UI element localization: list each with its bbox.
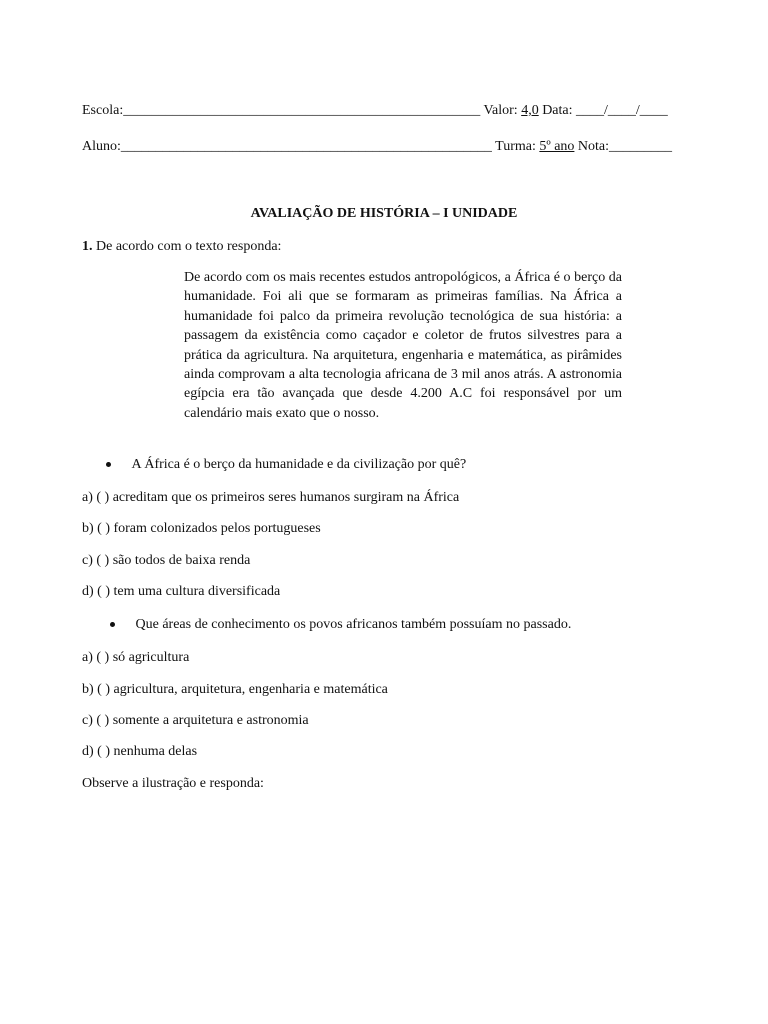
valor-label: Valor: <box>483 103 518 118</box>
option-2d[interactable]: d) ( ) nenhuma delas <box>82 744 198 759</box>
option-2a[interactable]: a) ( ) só agricultura <box>82 650 190 665</box>
aluno-label: Aluno: <box>82 139 121 154</box>
option-2b[interactable]: b) ( ) agricultura, arquitetura, engenharia e matemática <box>82 682 388 697</box>
option-1b[interactable]: b) ( ) foram colonizados pelos portugueses <box>82 521 321 536</box>
aluno-blank[interactable]: _____________________________________________________ <box>120 139 492 154</box>
question-1-text: De acordo com o texto responda: <box>96 239 282 254</box>
bullet-question-1-text: A África é o berço da humanidade e da civilização por quê? <box>131 457 467 472</box>
page-title: AVALIAÇÃO DE HISTÓRIA – I UNIDADE <box>250 206 518 221</box>
question-1-prompt <box>82 238 281 256</box>
escola-line <box>82 102 668 120</box>
escola-blank[interactable]: ___________________________________________________ <box>123 103 481 118</box>
valor-value: 4,0 <box>521 103 539 118</box>
option-1c[interactable]: c) ( ) são todos de baixa renda <box>82 553 251 568</box>
data-blanks[interactable]: ____/____/____ <box>576 103 668 118</box>
aluno-line <box>82 138 672 156</box>
question-1-passage: De acordo com os mais recentes estudos antropológicos, a África é o berço da humanidade. Foi ali que se formaram as primeiras famílias. Na África a humanidade foi palco da primeira revolução tecnológica de sua história: a passagem da existência como caçador e coletor de frutos silvestres para a prática da agricultura. Na arquitetura, engenharia e matemática, as pirâmides ainda comprovam a alta tecnologia africana de 3 mil anos atrás. A astronomia egípcia era tão avançada que desde 4.200 A.C foi responsável por um calendário mais exato que o nosso. <box>184 270 622 421</box>
option-1d[interactable]: d) ( ) tem uma cultura diversificada <box>82 584 281 599</box>
turma-label: Turma: <box>495 139 536 154</box>
bullet-icon <box>106 462 111 467</box>
bullet-question-1 <box>106 456 466 474</box>
bullet-question-2-text: Que áreas de conhecimento os povos africanos também possuíam no passado. <box>135 617 572 632</box>
data-label: Data: <box>542 103 573 118</box>
nota-blank[interactable]: _________ <box>609 139 673 154</box>
turma-value: 5º ano <box>539 139 575 154</box>
escola-label: Escola: <box>82 103 124 118</box>
option-1a[interactable]: a) ( ) acreditam que os primeiros seres humanos surgiram na África <box>82 490 460 505</box>
option-2c[interactable]: c) ( ) somente a arquitetura e astronomia <box>82 713 309 728</box>
nota-label: Nota: <box>577 139 610 154</box>
question-1-number: 1. <box>82 239 93 254</box>
bullet-question-2 <box>110 616 571 634</box>
bullet-icon <box>110 622 115 627</box>
closing-instruction: Observe a ilustração e responda: <box>82 776 264 791</box>
